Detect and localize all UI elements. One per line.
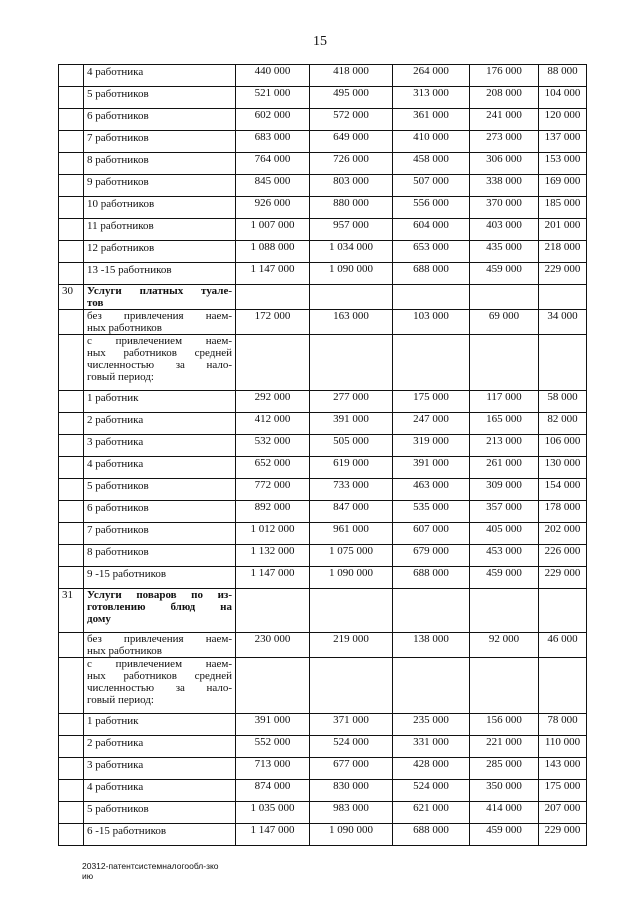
value-cell-empty	[310, 589, 393, 633]
footer-note	[82, 861, 242, 881]
value-cell: 453 000	[470, 545, 539, 567]
row-number-cell	[59, 241, 84, 263]
table-row	[59, 131, 587, 153]
row-number-cell	[59, 391, 84, 413]
row-label: 12 работников	[84, 241, 236, 263]
value-cell: 677 000	[310, 758, 393, 780]
value-cell: 391 000	[393, 457, 470, 479]
row-number-cell	[59, 310, 84, 335]
value-cell: 733 000	[310, 479, 393, 501]
value-cell: 653 000	[393, 241, 470, 263]
section-title	[84, 589, 236, 633]
value-cell: 1 035 000	[236, 802, 310, 824]
no-hire-line-1: без привлечения наем-	[87, 310, 232, 322]
value-cell: 143 000	[539, 758, 587, 780]
value-cell: 241 000	[470, 109, 539, 131]
value-cell: 619 000	[310, 457, 393, 479]
value-cell: 207 000	[539, 802, 587, 824]
value-cell: 277 000	[310, 391, 393, 413]
row-label: 2 работника	[84, 413, 236, 435]
table-row	[59, 780, 587, 802]
row-number-cell	[59, 736, 84, 758]
value-cell: 1 090 000	[310, 824, 393, 846]
value-cell: 764 000	[236, 153, 310, 175]
section-title-line-1: Услуги поваров по из-	[87, 589, 232, 601]
value-cell: 185 000	[539, 197, 587, 219]
value-cell: 273 000	[470, 131, 539, 153]
footer-line-1: 20312-патентсистемналогообл-зко	[82, 861, 219, 871]
value-cell-empty	[236, 658, 310, 714]
value-cell: 410 000	[393, 131, 470, 153]
table-row	[59, 413, 587, 435]
row-label: 5 работников	[84, 479, 236, 501]
value-cell: 957 000	[310, 219, 393, 241]
value-cell: 110 000	[539, 736, 587, 758]
table-row	[59, 153, 587, 175]
value-cell: 713 000	[236, 758, 310, 780]
value-cell: 247 000	[393, 413, 470, 435]
row-label: 5 работников	[84, 87, 236, 109]
value-cell: 153 000	[539, 153, 587, 175]
value-cell-empty	[539, 589, 587, 633]
row-label: 8 работников	[84, 153, 236, 175]
value-cell: 688 000	[393, 263, 470, 285]
with-hire-line-4: говый период:	[87, 371, 154, 383]
value-cell: 309 000	[470, 479, 539, 501]
row-number-cell	[59, 87, 84, 109]
no-hire-row	[59, 633, 587, 658]
page-number: 15	[313, 34, 327, 49]
row-number-cell	[59, 545, 84, 567]
value-cell-empty	[470, 589, 539, 633]
value-cell: 313 000	[393, 87, 470, 109]
row-label: 1 работник	[84, 714, 236, 736]
value-cell: 961 000	[310, 523, 393, 545]
value-cell: 370 000	[470, 197, 539, 219]
value-cell: 69 000	[470, 310, 539, 335]
row-number-cell	[59, 335, 84, 391]
row-number-cell	[59, 219, 84, 241]
no-hire-line-2: ных работников	[87, 322, 162, 334]
row-number-cell	[59, 567, 84, 589]
value-cell: 172 000	[236, 310, 310, 335]
value-cell: 178 000	[539, 501, 587, 523]
row-number-cell	[59, 633, 84, 658]
row-number-cell	[59, 197, 84, 219]
value-cell: 331 000	[393, 736, 470, 758]
value-cell: 440 000	[236, 65, 310, 87]
value-cell-empty	[470, 285, 539, 310]
value-cell: 169 000	[539, 175, 587, 197]
value-cell: 418 000	[310, 65, 393, 87]
value-cell: 524 000	[393, 780, 470, 802]
row-number-cell	[59, 109, 84, 131]
table-row	[59, 457, 587, 479]
value-cell-empty	[236, 335, 310, 391]
row-number-cell	[59, 824, 84, 846]
table-row	[59, 567, 587, 589]
value-cell: 847 000	[310, 501, 393, 523]
table-row	[59, 175, 587, 197]
value-cell: 495 000	[310, 87, 393, 109]
value-cell-empty	[236, 589, 310, 633]
row-label: 4 работника	[84, 780, 236, 802]
value-cell: 137 000	[539, 131, 587, 153]
with-hire-row	[59, 335, 587, 391]
row-number-cell	[59, 153, 84, 175]
value-cell: 1 090 000	[310, 263, 393, 285]
row-label: 6 работников	[84, 109, 236, 131]
value-cell-empty	[393, 589, 470, 633]
value-cell: 1 147 000	[236, 824, 310, 846]
row-number-cell	[59, 435, 84, 457]
value-cell: 176 000	[470, 65, 539, 87]
value-cell: 1 147 000	[236, 263, 310, 285]
value-cell: 535 000	[393, 501, 470, 523]
value-cell: 208 000	[470, 87, 539, 109]
row-label: 10 работников	[84, 197, 236, 219]
value-cell: 120 000	[539, 109, 587, 131]
table-row	[59, 87, 587, 109]
value-cell: 130 000	[539, 457, 587, 479]
value-cell: 428 000	[393, 758, 470, 780]
value-cell: 88 000	[539, 65, 587, 87]
table-row	[59, 435, 587, 457]
row-label: 13 -15 работников	[84, 263, 236, 285]
value-cell: 521 000	[236, 87, 310, 109]
value-cell: 414 000	[470, 802, 539, 824]
value-cell: 213 000	[470, 435, 539, 457]
row-number-cell	[59, 714, 84, 736]
row-number-cell	[59, 758, 84, 780]
value-cell: 505 000	[310, 435, 393, 457]
value-cell: 117 000	[470, 391, 539, 413]
value-cell: 803 000	[310, 175, 393, 197]
row-number-cell	[59, 523, 84, 545]
value-cell: 156 000	[470, 714, 539, 736]
row-number-cell	[59, 175, 84, 197]
value-cell-empty	[539, 285, 587, 310]
value-cell: 338 000	[470, 175, 539, 197]
value-cell: 230 000	[236, 633, 310, 658]
row-number-cell	[59, 65, 84, 87]
value-cell: 403 000	[470, 219, 539, 241]
with-hire-line-3: численностью за нало-	[87, 682, 232, 694]
row-label: 1 работник	[84, 391, 236, 413]
value-cell: 572 000	[310, 109, 393, 131]
value-cell: 1 090 000	[310, 567, 393, 589]
value-cell: 459 000	[470, 824, 539, 846]
value-cell: 459 000	[470, 567, 539, 589]
value-cell: 92 000	[470, 633, 539, 658]
row-label: 6 работников	[84, 501, 236, 523]
value-cell: 1 147 000	[236, 567, 310, 589]
value-cell: 874 000	[236, 780, 310, 802]
value-cell-empty	[470, 658, 539, 714]
value-cell: 552 000	[236, 736, 310, 758]
value-cell: 435 000	[470, 241, 539, 263]
with-hire-line-4: говый период:	[87, 694, 154, 706]
table-row	[59, 219, 587, 241]
with-hire-row	[59, 658, 587, 714]
row-number-cell	[59, 457, 84, 479]
value-cell: 221 000	[470, 736, 539, 758]
section-title	[84, 285, 236, 310]
value-cell-empty	[539, 658, 587, 714]
value-cell: 602 000	[236, 109, 310, 131]
value-cell: 58 000	[539, 391, 587, 413]
with-hire-line-3: численностью за нало-	[87, 359, 232, 371]
value-cell: 34 000	[539, 310, 587, 335]
table-row	[59, 802, 587, 824]
value-cell: 532 000	[236, 435, 310, 457]
tax-table	[58, 64, 587, 846]
value-cell: 104 000	[539, 87, 587, 109]
row-number-cell	[59, 479, 84, 501]
value-cell: 229 000	[539, 567, 587, 589]
value-cell: 103 000	[393, 310, 470, 335]
value-cell: 138 000	[393, 633, 470, 658]
section-title-line-2: готовлению блюд на	[87, 601, 232, 613]
value-cell: 78 000	[539, 714, 587, 736]
section-title-line-2: тов	[87, 297, 104, 309]
value-cell-empty	[236, 285, 310, 310]
value-cell: 726 000	[310, 153, 393, 175]
section-title-line-3: дому	[87, 613, 111, 625]
value-cell: 1 075 000	[310, 545, 393, 567]
value-cell: 106 000	[539, 435, 587, 457]
value-cell: 235 000	[393, 714, 470, 736]
value-cell: 264 000	[393, 65, 470, 87]
value-cell: 285 000	[470, 758, 539, 780]
value-cell: 218 000	[539, 241, 587, 263]
value-cell: 226 000	[539, 545, 587, 567]
value-cell: 391 000	[310, 413, 393, 435]
row-label: 9 работников	[84, 175, 236, 197]
value-cell: 154 000	[539, 479, 587, 501]
value-cell-empty	[393, 658, 470, 714]
value-cell: 604 000	[393, 219, 470, 241]
section-title-row	[59, 589, 587, 633]
value-cell-empty	[470, 335, 539, 391]
table-row	[59, 241, 587, 263]
with-hire-line-1: с привлечением наем-	[87, 335, 232, 347]
section-title-row	[59, 285, 587, 310]
value-cell: 649 000	[310, 131, 393, 153]
value-cell: 412 000	[236, 413, 310, 435]
table-row	[59, 501, 587, 523]
value-cell-empty	[393, 335, 470, 391]
no-hire-label	[84, 310, 236, 335]
value-cell: 163 000	[310, 310, 393, 335]
value-cell: 688 000	[393, 824, 470, 846]
row-label: 3 работника	[84, 435, 236, 457]
value-cell: 229 000	[539, 263, 587, 285]
value-cell: 459 000	[470, 263, 539, 285]
value-cell: 772 000	[236, 479, 310, 501]
with-hire-label	[84, 335, 236, 391]
value-cell: 683 000	[236, 131, 310, 153]
value-cell: 201 000	[539, 219, 587, 241]
row-label: 11 работников	[84, 219, 236, 241]
value-cell-empty	[310, 285, 393, 310]
footer-line-2: ию	[82, 871, 94, 881]
value-cell: 926 000	[236, 197, 310, 219]
table-row	[59, 545, 587, 567]
row-number-cell	[59, 658, 84, 714]
value-cell-empty	[539, 335, 587, 391]
value-cell: 607 000	[393, 523, 470, 545]
value-cell: 556 000	[393, 197, 470, 219]
value-cell: 261 000	[470, 457, 539, 479]
table-row	[59, 65, 587, 87]
value-cell: 1 012 000	[236, 523, 310, 545]
value-cell: 357 000	[470, 501, 539, 523]
value-cell: 830 000	[310, 780, 393, 802]
value-cell: 679 000	[393, 545, 470, 567]
table-row	[59, 263, 587, 285]
table-row	[59, 197, 587, 219]
value-cell: 319 000	[393, 435, 470, 457]
value-cell: 507 000	[393, 175, 470, 197]
section-title-line-1: Услуги платных туале-	[87, 285, 232, 297]
row-number-cell	[59, 501, 84, 523]
row-label: 5 работников	[84, 802, 236, 824]
value-cell: 82 000	[539, 413, 587, 435]
value-cell: 371 000	[310, 714, 393, 736]
row-number-cell	[59, 802, 84, 824]
value-cell: 458 000	[393, 153, 470, 175]
value-cell: 391 000	[236, 714, 310, 736]
table-row	[59, 523, 587, 545]
value-cell: 175 000	[539, 780, 587, 802]
value-cell: 350 000	[470, 780, 539, 802]
no-hire-label	[84, 633, 236, 658]
value-cell: 1 132 000	[236, 545, 310, 567]
with-hire-label	[84, 658, 236, 714]
value-cell: 1 088 000	[236, 241, 310, 263]
value-cell: 983 000	[310, 802, 393, 824]
row-number-cell	[59, 263, 84, 285]
value-cell: 306 000	[470, 153, 539, 175]
table-row	[59, 736, 587, 758]
no-hire-line-1: без привлечения наем-	[87, 633, 232, 645]
with-hire-line-2: ных работников средней	[87, 347, 232, 359]
value-cell: 175 000	[393, 391, 470, 413]
row-number-cell	[59, 780, 84, 802]
value-cell: 1 034 000	[310, 241, 393, 263]
value-cell: 524 000	[310, 736, 393, 758]
no-hire-row	[59, 310, 587, 335]
table-row	[59, 824, 587, 846]
value-cell: 845 000	[236, 175, 310, 197]
row-label: 2 работника	[84, 736, 236, 758]
value-cell: 688 000	[393, 567, 470, 589]
value-cell: 1 007 000	[236, 219, 310, 241]
row-label: 3 работника	[84, 758, 236, 780]
row-label: 7 работников	[84, 523, 236, 545]
table-body	[59, 65, 587, 846]
table-row	[59, 714, 587, 736]
value-cell: 165 000	[470, 413, 539, 435]
table-row	[59, 479, 587, 501]
section-number: 30	[59, 285, 84, 310]
row-label: 4 работника	[84, 65, 236, 87]
table-row	[59, 758, 587, 780]
with-hire-line-1: с привлечением наем-	[87, 658, 232, 670]
row-number-cell	[59, 413, 84, 435]
row-label: 8 работников	[84, 545, 236, 567]
no-hire-line-2: ных работников	[87, 645, 162, 657]
value-cell-empty	[310, 335, 393, 391]
section-number: 31	[59, 589, 84, 633]
table-row	[59, 109, 587, 131]
value-cell: 219 000	[310, 633, 393, 658]
row-number-cell	[59, 131, 84, 153]
value-cell: 229 000	[539, 824, 587, 846]
value-cell: 202 000	[539, 523, 587, 545]
value-cell: 463 000	[393, 479, 470, 501]
value-cell: 621 000	[393, 802, 470, 824]
value-cell-empty	[393, 285, 470, 310]
row-label: 7 работников	[84, 131, 236, 153]
row-label: 4 работника	[84, 457, 236, 479]
value-cell: 652 000	[236, 457, 310, 479]
value-cell: 405 000	[470, 523, 539, 545]
row-label: 6 -15 работников	[84, 824, 236, 846]
row-label: 9 -15 работников	[84, 567, 236, 589]
value-cell: 892 000	[236, 501, 310, 523]
with-hire-line-2: ных работников средней	[87, 670, 232, 682]
value-cell: 46 000	[539, 633, 587, 658]
value-cell: 361 000	[393, 109, 470, 131]
value-cell-empty	[310, 658, 393, 714]
value-cell: 880 000	[310, 197, 393, 219]
value-cell: 292 000	[236, 391, 310, 413]
table-row	[59, 391, 587, 413]
